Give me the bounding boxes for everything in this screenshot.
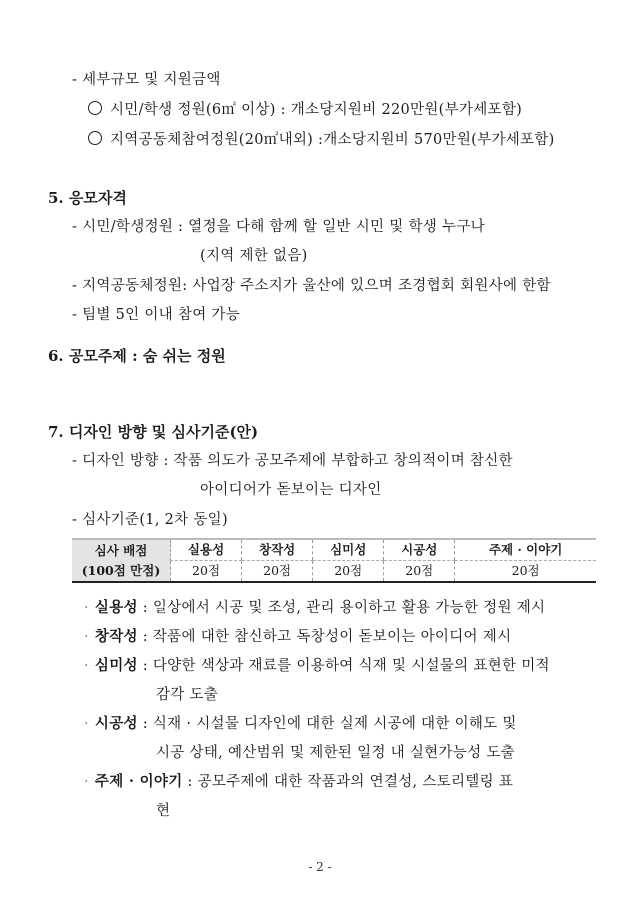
- criterion-creativity: · 창작성 : 작품에 대한 참신하고 독창성이 돋보이는 아이디어 제시: [84, 628, 512, 645]
- design-direction-line1: - 디자인 방향 : 작품 의도가 공모주제에 부합하고 창의적이며 참신한: [72, 453, 513, 469]
- score-practicality: 20점: [171, 561, 242, 583]
- support-item-citizen: 시민/학생 정원(6㎡ 이상) : 개소당지원비 220만원(부가세포함): [88, 100, 522, 120]
- header-practicality: 실용성: [171, 539, 242, 561]
- score-label-cell: 심사 배점 (100점 만점): [72, 539, 171, 582]
- section-7-title: 7. 디자인 방향 및 심사기준(안): [48, 423, 259, 441]
- page-number: - 2 -: [308, 860, 332, 874]
- section-6-title: 6. 공모주제 : 숨 쉬는 정원: [48, 347, 226, 365]
- detail-subheading: - 세부규모 및 지원금액: [72, 72, 221, 88]
- criterion-aesthetics-cont: 감각 도출: [156, 687, 219, 703]
- dot-bullet-icon: ·: [84, 600, 89, 616]
- eligibility-team-size: - 팀별 5인 이내 참여 가능: [72, 307, 241, 323]
- criterion-constructability: · 시공성 : 식재 · 시설물 디자인에 대한 실제 시공에 대한 이해도 및: [84, 715, 517, 732]
- header-constructability: 시공성: [384, 539, 455, 561]
- criterion-practicality: · 실용성 : 일상에서 시공 및 조성, 관리 용이하고 활용 가능한 정원 제시: [84, 599, 546, 616]
- header-creativity: 창작성: [242, 539, 313, 561]
- criterion-theme-story-cont: 현: [156, 803, 171, 819]
- criterion-aesthetics: · 심미성 : 다양한 색상과 재료를 이용하여 식재 및 시설물의 표현한 미적: [84, 657, 550, 674]
- dot-bullet-icon: ·: [84, 774, 89, 790]
- support-item-community: 지역공동체참여정원(20㎡내외) :개소당지원비 570만원(부가세포함): [88, 130, 555, 150]
- design-direction-line2: 아이디어가 돋보이는 디자인: [200, 482, 382, 498]
- dot-bullet-icon: ·: [84, 658, 89, 674]
- score-constructability: 20점: [384, 561, 455, 583]
- dot-bullet-icon: ·: [84, 716, 89, 732]
- circle-bullet-icon: [88, 101, 102, 115]
- eligibility-community: - 지역공동체정원: 사업장 주소지가 울산에 있으며 조경협회 회원사에 한함: [72, 278, 551, 294]
- score-aesthetics: 20점: [313, 561, 384, 583]
- score-creativity: 20점: [242, 561, 313, 583]
- criteria-heading: - 심사기준(1, 2차 동일): [72, 512, 228, 528]
- dot-bullet-icon: ·: [84, 629, 89, 645]
- eligibility-citizen: - 시민/학생정원 : 열정을 다해 함께 할 일반 시민 및 학생 누구나: [72, 219, 485, 235]
- header-aesthetics: 심미성: [313, 539, 384, 561]
- circle-bullet-icon: [88, 131, 102, 145]
- criterion-constructability-cont: 시공 상태, 예산범위 및 제한된 일정 내 실현가능성 도출: [156, 745, 515, 761]
- eligibility-citizen-note: (지역 제한 없음): [200, 248, 308, 264]
- section-5-title: 5. 응모자격: [48, 189, 127, 207]
- score-table-header-row: [72, 539, 596, 561]
- score-table: [72, 538, 596, 583]
- header-theme-story: 주제 · 이야기: [455, 539, 596, 561]
- score-theme-story: 20점: [455, 561, 596, 583]
- criterion-theme-story: · 주제 · 이야기 : 공모주제에 대한 작품과의 연결성, 스토리텔링 표: [84, 773, 514, 790]
